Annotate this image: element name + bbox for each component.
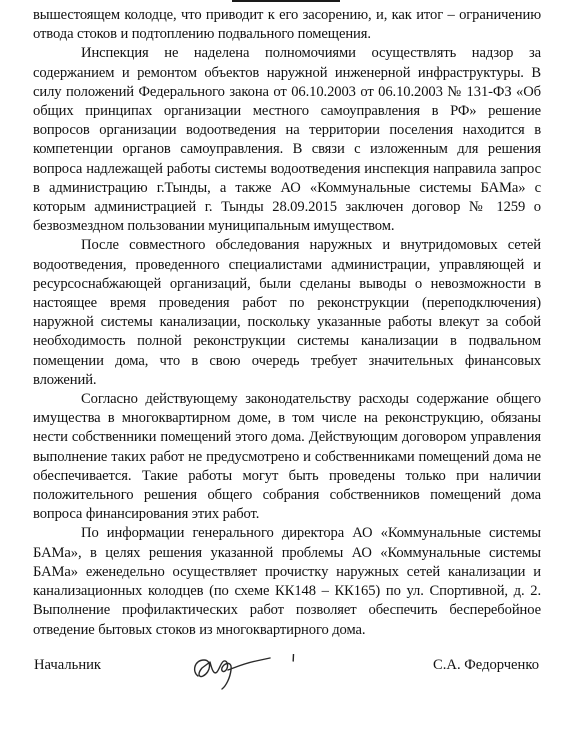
handwritten-signature xyxy=(184,642,280,692)
paragraph-legislation: Согласно действующему законодательству расходы содержание общего имущества в многоквартирном доме, в том числе на реконструкцию, обязаны нести собственники помещений этого дома. Действующим договором управления выполнение таких работ не предусмотрено и собственниками помещений дома не обеспечивается. Такие работы могут быть проведены только при наличии положительного решения общего собрания собственников помещений дома вопроса финансирования этих работ. xyxy=(33,391,541,523)
signature-block xyxy=(34,656,539,696)
paragraph-inspection-authority: Инспекция не наделена полномочиями осуществлять надзор за содержанием и ремонтом объектов наружной инженерной инфраструктуры. В силу положений Федерального закона от 06.10.2003 от 06.10.2003 № 131-ФЗ «Об общих принципах организации местного самоуправления в РФ» решение вопросов организации водоотведения на территории поселения находится в компетенции органов самоуправления. В связи с изложенным для решения вопроса надлежащей работы системы водоотведения инспекция направила запрос в администрацию г.Тынды, а также АО «Коммунальные системы БАМа» с которым администрацией г. Тынды 28.09.2015 заключен договор № 1259 о безвозмездном пользовании муниципальным имуществом. xyxy=(33,45,541,235)
signer-name: С.А. Федорченко xyxy=(433,657,539,673)
paragraph-joint-inspection: После совместного обследования наружных и внутридомовых сетей водоотведения, проведенного специалистами администрации, управляющей и ресурсоснабжающей организаций, были сделаны выводы о невозможности в настоящее время проведения работ по реконструкции (переподключения) наружной системы канализации, поскольку указанные работы влекут за собой необходимость полной реконструкции системы канализации в подвальном помещении дома, что в свою очередь требует значительных финансовых вложений. xyxy=(33,237,541,388)
paragraph-continuation: вышестоящем колодце, что приводит к его засорению, и, как итог – ограничению отвода стоков и подтоплению подвального помещения. xyxy=(33,7,541,43)
mark-icon xyxy=(292,654,295,662)
signer-role: Начальник xyxy=(34,657,102,673)
paragraph-maintenance-info: По информации генерального директора АО «Коммунальные системы БАМа», в целях решения указанной проблемы АО «Коммунальные системы БАМа» еженедельно осуществляет прочистку наружных сетей канализации и канализационных колодцев (по схеме КК148 – КК165) по ул. Спортивной, д. 2. Выполнение профилактических работ позволяет обеспечить бесперебойное отведение бытовых стоков из многоквартирного дома. xyxy=(33,525,541,638)
header-rule xyxy=(232,0,340,2)
